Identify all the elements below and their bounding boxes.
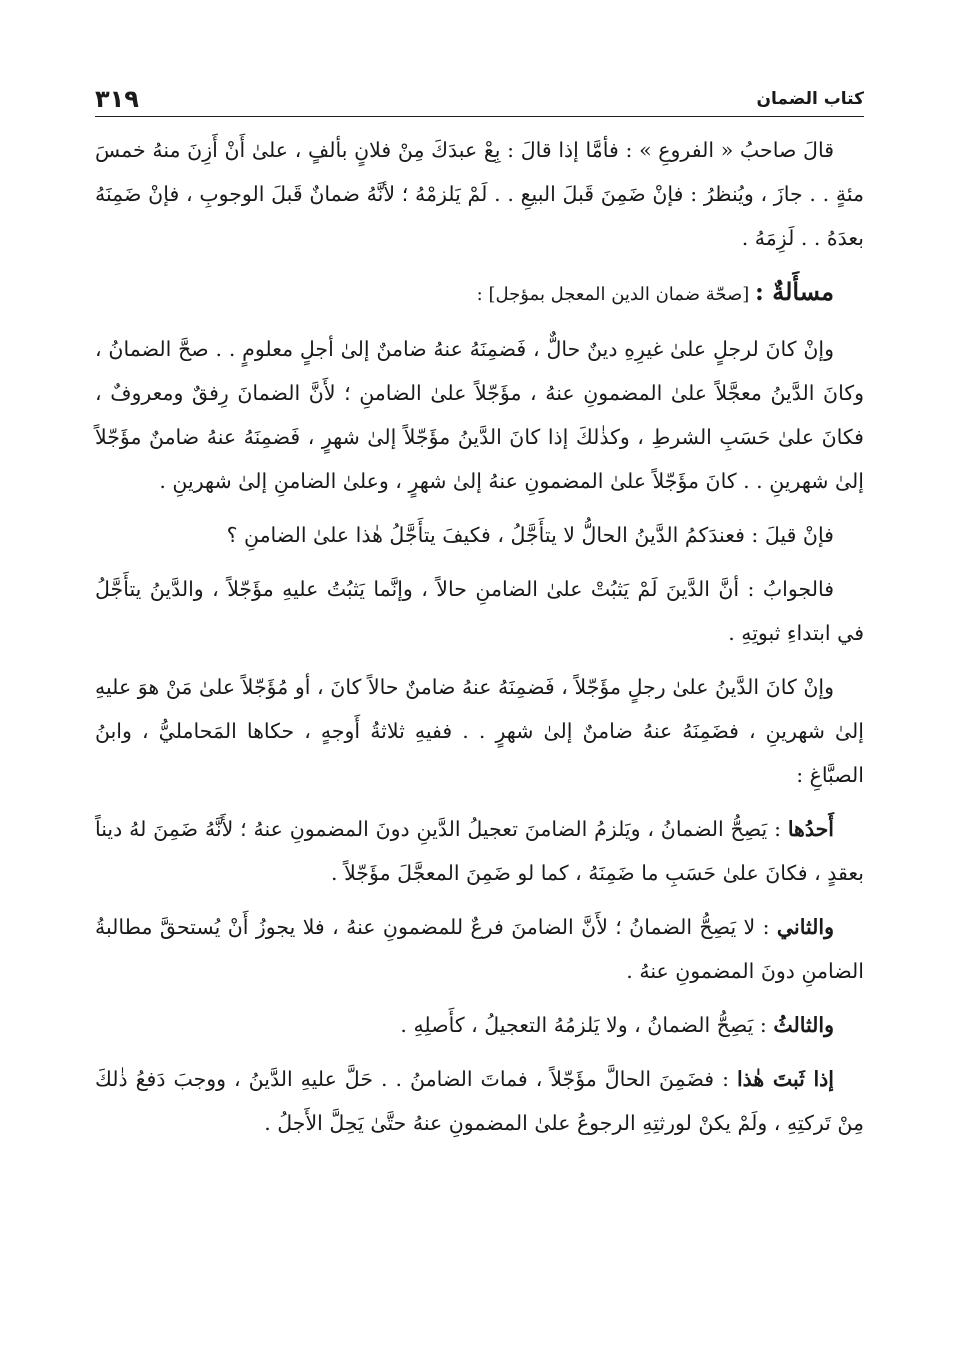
paragraph-first-view [95,807,864,895]
paragraph-second-view [95,905,864,993]
masala-title: [صحّة ضمان الدين المعجل بمؤجل] : [476,284,756,305]
masala-heading [95,270,864,317]
consequence-keyword: إذا ثَبتَ هٰذا [736,1067,834,1091]
consequence-text: : فضَمِنَ الحالَّ مؤَجّلاً ، فماتَ الضامنُ . . حَلَّ عليهِ الدَّينُ ، ووجبَ دَفعُ ذٰلكَ مِنْ تَركتِهِ ، ولَمْ يكنْ لورثتِهِ الرجوعُ علىٰ المضمونِ عنهُ حتَّىٰ يَحِلَّ الأَجلُ . [95,1067,864,1135]
masala-keyword: مسأَلةٌ : [755,277,834,306]
paragraph-objection: فإنْ قيلَ : فعندَكمُ الدَّينُ الحالُّ لا يتأَجَّلُ ، فكيفَ يتأَجَّلُ هٰذا علىٰ الضامنِ ؟ [226,523,834,547]
paragraph-answer: فالجوابُ : أنَّ الدَّينَ لَمْ يَثبُتْ علىٰ الضامنِ حالاً ، وإنَّما يَثبُتُ عليهِ مؤَجّلاً ، والدَّينُ يتأَجَّلُ في ابتداءِ ثبوتِهِ . [95,577,864,645]
third-view-keyword: والثالثُ [773,1013,834,1037]
first-view-keyword: أَحدُها [787,817,834,841]
paragraph-three-views: وإنْ كانَ الدَّينُ علىٰ رجلٍ مؤَجّلاً ، فَضمِنَهُ عنهُ ضامنٌ حالاً كانَ ، أو مُؤَجّلاً علىٰ مَنْ هوَ عليهِ إلىٰ شهرينِ ، فضَمِنَهُ عنهُ ضامنٌ إلىٰ شهرٍ . . ففيهِ ثلاثةُ أَوجهٍ ، حكاها المَحامليُّ ، وابنُ الصبَّاغِ : [95,675,864,787]
paragraph-third-view [95,1003,864,1047]
page-number: ٣١٩ [95,85,139,113]
third-view-text: : يَصِحُّ الضمانُ ، ولا يَلزمُهُ التعجيلُ ، كأَصلِهِ . [400,1013,774,1037]
paragraph-furu-quote: قالَ صاحبُ « الفروعِ » : فأمَّا إذا قالَ : بِعْ عبدَكَ مِنْ فلانٍ بألفٍ ، علىٰ أَنْ أَزِنَ منهُ خمسَ مئةٍ . . جازَ ، ويُنظرُ : فإنْ ضَمِنَ قَبلَ البيعِ . . لَمْ يَلزمْهُ ؛ لأنَّهُ ضمانٌ قَبلَ الوجوبِ ، فإنْ ضَمِنَهُ بعدَهُ . . لَزِمَهُ . [95,138,864,250]
running-title: كتاب الضمان [756,89,864,109]
first-view-text: : يَصِحُّ الضمانُ ، ويَلزمُ الضامنَ تعجيلُ الدَّينِ دونَ المضمونِ عنهُ ؛ لأَنَّهُ ضَمِنَ لهُ ديناً بعقدٍ ، فكانَ علىٰ حَسَبِ ما ضَمِنَهُ ، كما لو ضَمِنَ المعجَّلَ مؤَجّلاً . [95,817,864,885]
paragraph-deferred-guarantee: وإنْ كانَ لرجلٍ علىٰ غيرِهِ دينٌ حالٌّ ، فَضمِنَهُ عنهُ ضامنٌ إلىٰ أجلٍ معلومٍ . . صحَّ الضمانُ ، وكانَ الدَّينُ معجَّلاً علىٰ المضمونِ عنهُ ، مؤَجّلاً علىٰ الضامنِ ؛ لأَنَّ الضمانَ رِفقٌ ومعروفٌ ، فكانَ علىٰ حَسَبِ الشرطِ ، وكذٰلكَ إذا كانَ الدَّينُ مؤَجّلاً إلىٰ شهرٍ ، فَضمِنَهُ عنهُ ضامنٌ مؤَجّلاً إلىٰ شهرينِ . . كانَ مؤَجّلاً علىٰ المضمونِ عنهُ إلىٰ شهرٍ ، وعلىٰ الضامنِ إلىٰ شهرينِ . [95,337,864,493]
paragraph-consequence [95,1057,864,1145]
second-view-keyword: والثاني [776,915,834,939]
second-view-text: : لا يَصِحُّ الضمانُ ؛ لأَنَّ الضامنَ فرعٌ للمضمونِ عنهُ ، فلا يجوزُ أَنْ يُستحقَّ مطالبةُ الضامنِ دونَ المضمونِ عنهُ . [95,915,864,983]
page-body [95,128,864,1155]
page-header [95,82,864,117]
